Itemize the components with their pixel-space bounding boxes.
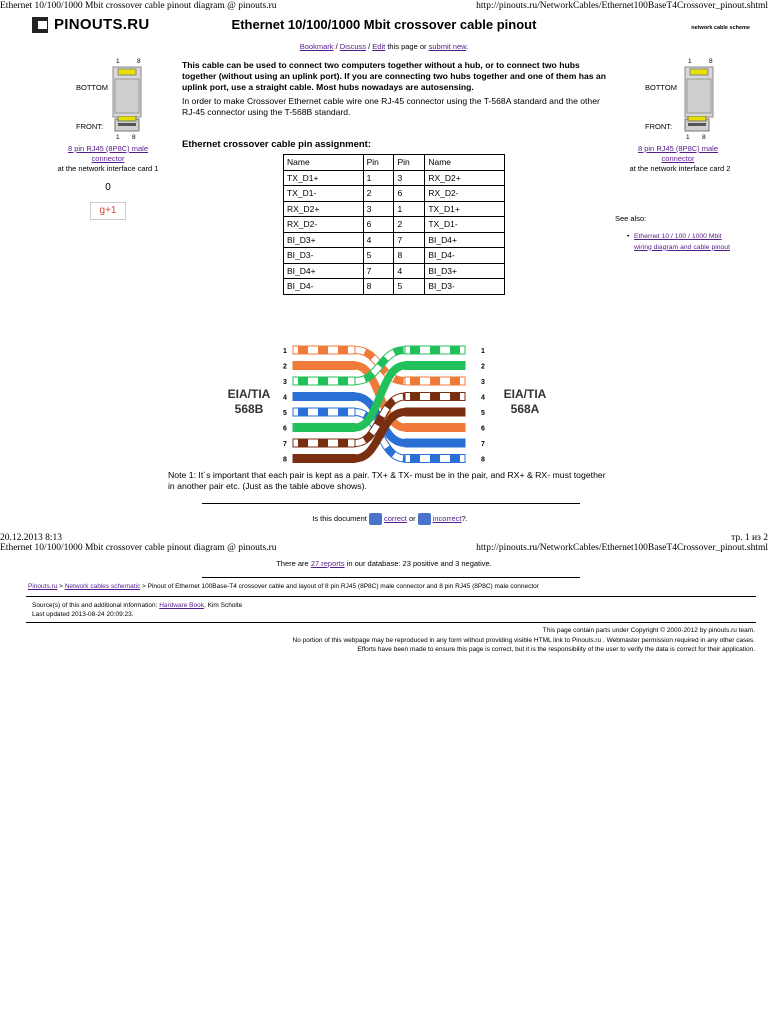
left-front-label: FRONT: bbox=[76, 122, 104, 131]
table-header-row bbox=[284, 155, 505, 171]
table-cell: TX_D1+ bbox=[425, 201, 505, 217]
right-wire-3 bbox=[405, 377, 465, 385]
left-wire-2 bbox=[293, 362, 355, 370]
breadcrumb-category[interactable]: Network cables schematic bbox=[64, 583, 141, 590]
left-pin-number: 8 bbox=[283, 456, 287, 464]
right-pin-number: 8 bbox=[481, 456, 485, 464]
right-standard-label-line1: EIA/TIA bbox=[503, 387, 547, 401]
wire-group bbox=[293, 346, 465, 463]
right-connector-caption: at the network interface card 2 bbox=[629, 164, 731, 173]
right-front-pin-last: 8 bbox=[702, 134, 706, 141]
left-pin-number: 3 bbox=[283, 379, 287, 386]
left-connector-caption: at the network interface card 1 bbox=[57, 164, 159, 173]
table-cell: 6 bbox=[363, 217, 394, 233]
copyright-line-1: This page contain parts under Copyright © 2000-2012 by pinouts.ru team. bbox=[542, 627, 755, 634]
last-updated: Last updated 2013-08-24 20:09:23. bbox=[32, 611, 134, 618]
page-actions: Bookmark / Discuss / Edit this page or submit new. bbox=[299, 42, 469, 51]
incorrect-link[interactable]: incorrect bbox=[432, 513, 462, 523]
left-wire-1 bbox=[293, 346, 355, 354]
print-footer-page: тр. 1 из 2 bbox=[731, 533, 768, 543]
crossover-wiring-diagram bbox=[215, 336, 560, 466]
table-cell: 7 bbox=[394, 232, 425, 248]
share-count: 0 bbox=[105, 182, 111, 193]
table-cell: 3 bbox=[394, 170, 425, 186]
right-pin-number: 5 bbox=[481, 410, 485, 417]
bullet-icon: • bbox=[627, 233, 630, 240]
left-standard-label-line1: EIA/TIA bbox=[227, 387, 271, 401]
table-row bbox=[284, 201, 505, 217]
intro-text: In order to make Crossover Ethernet cable wire one RJ-45 connector using the T-568A standard and the other RJ-45 connector using the T-568B standard. bbox=[182, 96, 600, 117]
left-standard-label-line2: 568B bbox=[234, 402, 264, 416]
right-pin-number: 4 bbox=[481, 394, 485, 402]
category-tag: network cable scheme bbox=[691, 25, 750, 31]
table-cell: 8 bbox=[363, 279, 394, 295]
left-pin-number: 6 bbox=[283, 425, 287, 433]
print-header-url: http://pinouts.ru/NetworkCables/Ethernet100BaseT4Crossover_pinout.shtml bbox=[476, 1, 768, 11]
table-cell: 5 bbox=[394, 279, 425, 295]
copyright-line-3: Efforts have been made to ensure this page is correct, but it is the responsibility of the user to verify the data is correct for their application. bbox=[357, 646, 755, 653]
right-front-label: FRONT: bbox=[645, 122, 673, 131]
table-cell: 4 bbox=[394, 263, 425, 279]
right-wire-6 bbox=[405, 424, 465, 432]
left-bottom-label: BOTTOM bbox=[76, 83, 108, 92]
sources-link[interactable]: Hardware Book bbox=[159, 602, 204, 609]
table-row bbox=[284, 186, 505, 202]
left-connector-front-view bbox=[114, 116, 140, 132]
right-wire-5 bbox=[405, 408, 465, 416]
edit-link[interactable]: Edit bbox=[372, 42, 386, 51]
left-front-pin-first: 1 bbox=[116, 134, 120, 141]
right-wire-7 bbox=[405, 439, 465, 447]
table-row bbox=[284, 170, 505, 186]
table-cell: RX_D2- bbox=[425, 186, 505, 202]
right-connector-bottom-view bbox=[684, 66, 714, 118]
left-pin-number: 7 bbox=[283, 441, 287, 448]
table-cell: BI_D3+ bbox=[284, 232, 364, 248]
table-cell: BI_D4- bbox=[425, 248, 505, 264]
reports-link[interactable]: 27 reports bbox=[310, 559, 345, 568]
see-also-item[interactable]: • Ethernet 10 / 100 / 1000 Mbit wiring diagram and cable pinout bbox=[627, 233, 730, 251]
see-also-label: See also: bbox=[615, 214, 647, 223]
table-cell: RX_D2- bbox=[284, 217, 364, 233]
table-cell: 3 bbox=[363, 201, 394, 217]
print-header-title: Ethernet 10/100/1000 Mbit crossover cable pinout diagram @ pinouts.ru bbox=[0, 1, 277, 11]
note-text: Note 1: It´s important that each pair is kept as a pair. TX+ & TX- must be in the pair, and RX+ & RX- must together in another pair etc. (Just as the table above shows). bbox=[168, 470, 606, 491]
right-wire-2 bbox=[405, 362, 465, 370]
left-pin-number: 5 bbox=[283, 410, 287, 417]
table-cell: 1 bbox=[394, 201, 425, 217]
table-cell: 1 bbox=[363, 170, 394, 186]
right-pin-first: 1 bbox=[688, 58, 692, 65]
table-cell: BI_D4+ bbox=[425, 232, 505, 248]
left-wire-7 bbox=[293, 439, 355, 447]
table-row bbox=[284, 279, 505, 295]
table-cell: 7 bbox=[363, 263, 394, 279]
divider bbox=[26, 596, 756, 597]
right-pin-number: 7 bbox=[481, 441, 485, 448]
left-pin-number: 1 bbox=[283, 348, 287, 355]
right-standard-label-line2: 568A bbox=[510, 402, 540, 416]
right-pin-number: 1 bbox=[481, 348, 485, 355]
left-wire-8 bbox=[293, 455, 355, 463]
print-header-title-2: Ethernet 10/100/1000 Mbit crossover cable pinout diagram @ pinouts.ru bbox=[0, 543, 277, 553]
left-wire-6 bbox=[293, 424, 355, 432]
correct-link[interactable]: correct bbox=[383, 513, 407, 523]
print-footer-date: 20.12.2013 8:13 bbox=[0, 533, 63, 543]
google-plus-button[interactable]: g+1 bbox=[90, 202, 126, 220]
thumbs-down-icon[interactable] bbox=[418, 513, 431, 525]
table-row bbox=[284, 263, 505, 279]
table-cell: 6 bbox=[394, 186, 425, 202]
table-cell: BI_D4+ bbox=[284, 263, 364, 279]
submit-new-link[interactable]: submit new bbox=[428, 42, 467, 51]
right-pin-number: 3 bbox=[481, 379, 485, 386]
left-pin-last: 8 bbox=[137, 58, 141, 65]
breadcrumb: Pinouts.ru > Network cables schematic > Pinout of Ethernet 100Base-T4 crossover cable and layout of 8 pin RJ45 (8P8C) male connector and 8 pin RJ45 (8P8C) male connector bbox=[28, 583, 539, 590]
feedback-line: Is this document correct or incorrect?. bbox=[0, 513, 768, 525]
right-wire-8 bbox=[405, 455, 465, 463]
divider bbox=[202, 503, 580, 504]
left-wire-3 bbox=[293, 377, 355, 385]
table-cell: RX_D2+ bbox=[425, 170, 505, 186]
right-pin-last: 8 bbox=[709, 58, 713, 65]
table-cell: BI_D4- bbox=[284, 279, 364, 295]
divider bbox=[202, 577, 580, 578]
right-connector-front-view bbox=[684, 116, 710, 132]
sources-line: Source(s) of this and additional information: Hardware Book, Kim Scholte bbox=[32, 602, 243, 609]
discuss-link[interactable]: Discuss bbox=[339, 42, 367, 51]
intro-bold: This cable can be used to connect two computers together without a hub, or to connect two hubs together (without using an uplink port). If you are connecting two hubs together and one of them has an uplink port, use a straight cable. Most hubs nowadays are autosensing. bbox=[182, 60, 606, 92]
right-connector-link[interactable]: 8 pin RJ45 (8P8C) male connector bbox=[637, 144, 719, 163]
divider bbox=[26, 622, 756, 623]
table-cell: 4 bbox=[363, 232, 394, 248]
table-cell: TX_D1- bbox=[425, 217, 505, 233]
logo-text: PINOUTS.RU bbox=[54, 16, 150, 33]
table-cell: RX_D2+ bbox=[284, 201, 364, 217]
table-cell: TX_D1- bbox=[284, 186, 364, 202]
page-title: Ethernet 10/100/1000 Mbit crossover cable pinout bbox=[231, 17, 537, 32]
print-header-url-2: http://pinouts.ru/NetworkCables/Ethernet100BaseT4Crossover_pinout.shtml bbox=[476, 543, 768, 553]
breadcrumb-current: Pinout of Ethernet 100Base-T4 crossover cable and layout of 8 pin RJ45 (8P8C) male connector and 8 pin RJ45 (8P8C) male connector bbox=[147, 583, 539, 590]
right-bottom-label: BOTTOM bbox=[645, 83, 677, 92]
breadcrumb-home[interactable]: Pinouts.ru bbox=[28, 583, 58, 590]
copyright-block bbox=[293, 626, 755, 655]
header-name-right: Name bbox=[425, 155, 505, 171]
left-pin-number: 2 bbox=[283, 363, 287, 371]
table-cell: TX_D1+ bbox=[284, 170, 364, 186]
right-wire-4 bbox=[405, 393, 465, 401]
header-pin-right: Pin bbox=[394, 155, 425, 171]
left-connector-link[interactable]: 8 pin RJ45 (8P8C) male connector bbox=[67, 144, 149, 163]
table-cell: 8 bbox=[394, 248, 425, 264]
right-front-pin-first: 1 bbox=[686, 134, 690, 141]
left-pin-first: 1 bbox=[116, 58, 120, 65]
table-row bbox=[284, 217, 505, 233]
table-cell: 2 bbox=[394, 217, 425, 233]
table-cell: BI_D3+ bbox=[425, 263, 505, 279]
copyright-line-2: No portion of this webpage may be reproduced in any form without providing visible HTML link to Pinouts.ru . Webmaster permission required in any other cases. bbox=[292, 636, 755, 644]
pin-assignment-table bbox=[283, 154, 505, 295]
left-wire-4 bbox=[293, 393, 355, 401]
pin-table-heading: Ethernet crossover cable pin assignment: bbox=[182, 139, 372, 150]
right-pin-number: 2 bbox=[481, 363, 485, 371]
left-connector-bottom-view bbox=[112, 66, 142, 118]
bookmark-link[interactable]: Bookmark bbox=[299, 42, 334, 51]
table-row bbox=[284, 248, 505, 264]
right-connector-panel bbox=[600, 58, 760, 268]
thumbs-up-icon[interactable] bbox=[369, 513, 382, 525]
left-front-pin-last: 8 bbox=[132, 134, 136, 141]
right-wire-1 bbox=[405, 346, 465, 354]
table-cell: 5 bbox=[363, 248, 394, 264]
left-pin-number: 4 bbox=[283, 394, 287, 402]
actions-suffix: this page or bbox=[387, 42, 427, 51]
table-cell: BI_D3- bbox=[284, 248, 364, 264]
reports-line: There are 27 reports in our database: 23 positive and 3 negative. bbox=[276, 559, 492, 568]
header-name-left: Name bbox=[284, 155, 364, 171]
table-cell: BI_D3- bbox=[425, 279, 505, 295]
table-cell: 2 bbox=[363, 186, 394, 202]
left-wire-5 bbox=[293, 408, 355, 416]
table-row bbox=[284, 232, 505, 248]
left-connector-panel bbox=[28, 58, 188, 228]
header-pin-left: Pin bbox=[363, 155, 394, 171]
right-pin-number: 6 bbox=[481, 425, 485, 433]
